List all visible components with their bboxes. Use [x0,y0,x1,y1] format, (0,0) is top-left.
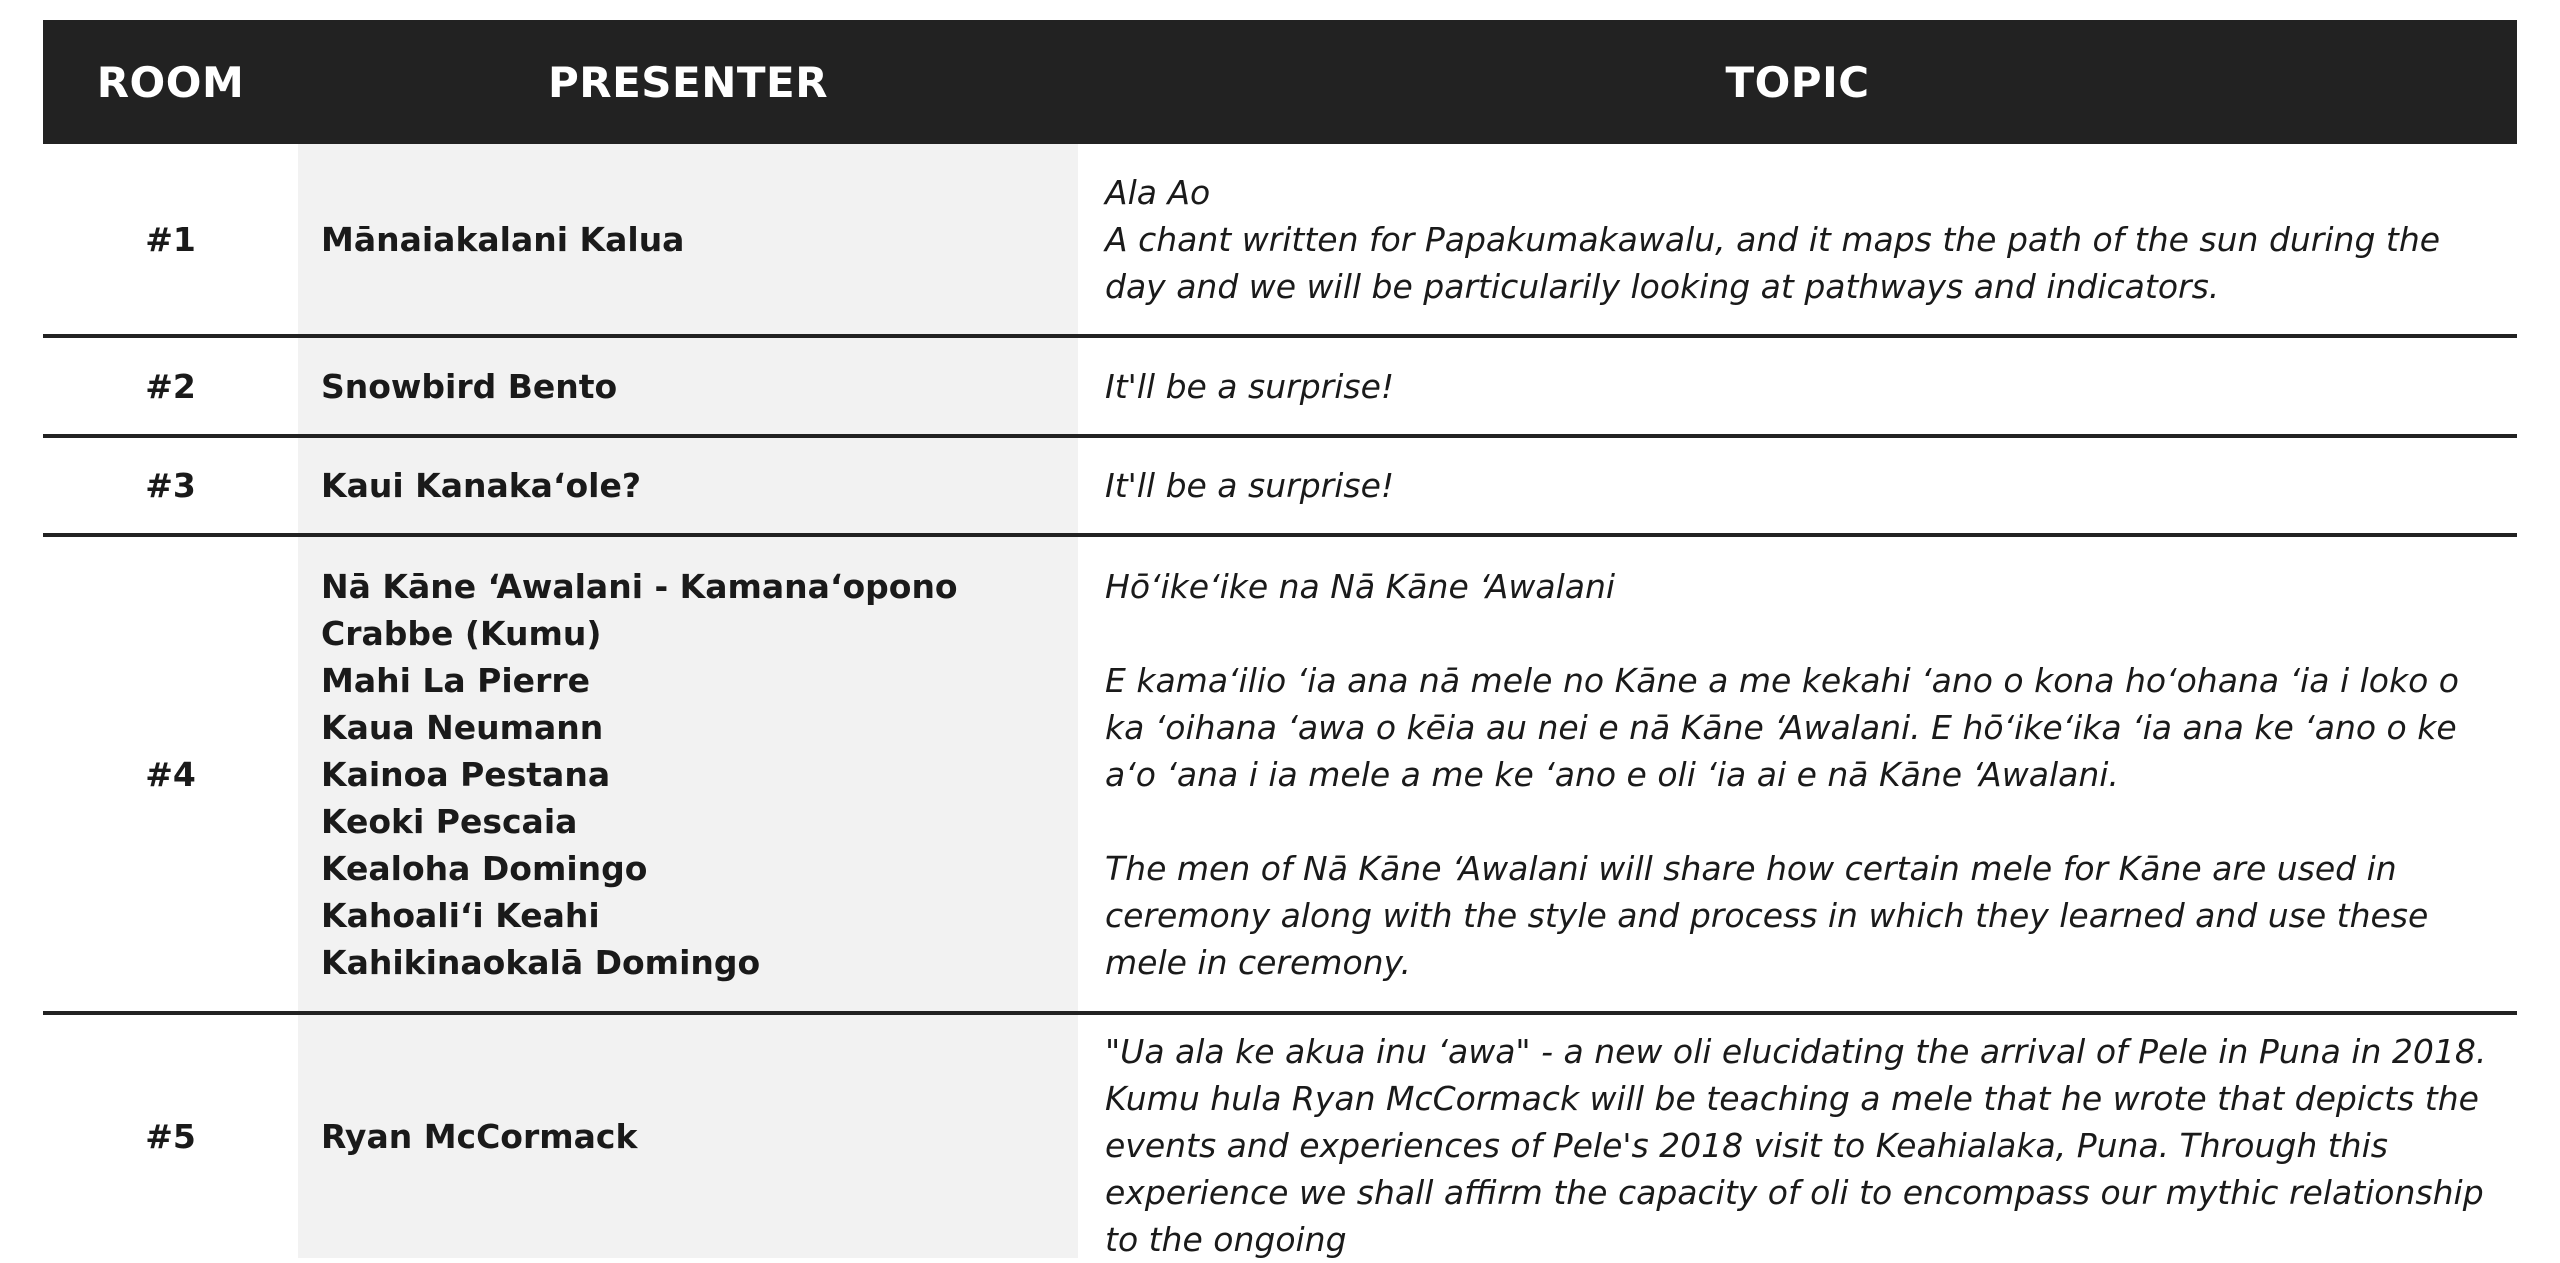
room-number: #3 [43,438,298,533]
presenter-name: Kaui Kanakaʻole? [321,466,641,505]
topic-cell [1078,144,2517,334]
header-topic: TOPIC [1725,57,1870,107]
presenter-cell [298,338,1078,434]
table-row [43,338,2517,438]
header-presenter: PRESENTER [547,57,829,107]
topic-body: It'll be a surprise! [1105,466,1395,505]
topic-body: "Ua ala ke akua inu ʻawa" - a new oli elucidating the arrival of Pele in Puna in 2018. Kumu hula Ryan McCormack will be teaching a mele that he wrote that depicts the events and experiences of Pele's 2018 visit to Keahialaka, Puna. Through this experience we shall affirm the capacity of oli to encompass our mythic relationship to the ongoing [1105,1032,2487,1259]
presenter-cell [298,1015,1078,1258]
topic-cell [1078,338,2517,434]
topic-cell [1078,438,2517,533]
presenter-name: Kainoa Pestana [321,754,611,794]
table-row [43,537,2517,1015]
presenter-name: Nā Kāne ʻAwalani - Kamanaʻopono Crabbe (Kumu) [321,566,958,653]
paragraph-gap [1105,610,2493,657]
presenter-name: Kealoha Domingo [321,848,648,888]
presenter-name: Kaua Neumann [321,707,604,747]
table-header [43,20,2517,144]
topic-body: It'll be a surprise! [1105,366,1395,406]
presenter-name: Kahoaliʻi Keahi [321,895,600,935]
topic-body: A chant written for Papakumakawalu, and it maps the path of the sun during the day and we will be particularily looking at pathways and indicators. [1105,219,2441,306]
room-number: #5 [43,1015,298,1258]
presenter-name: Kahikinaokalā Domingo [321,942,761,982]
room-number: #2 [43,338,298,434]
room-number: #1 [43,144,298,334]
topic-cell [1078,537,2517,1011]
paragraph-gap [1105,798,2493,845]
presenter-name: Snowbird Bento [321,366,618,406]
presenter-name: Mānaiakalani Kalua [321,219,685,259]
topic-cell [1078,1015,2517,1258]
presenter-cell [298,537,1078,1011]
table-row [43,144,2517,338]
presenter-cell [298,438,1078,533]
room-number: #4 [43,537,298,1011]
schedule-table [43,20,2517,1258]
presenter-cell [298,144,1078,334]
table-row [43,438,2517,537]
header-room: ROOM [96,57,245,107]
presenter-name: Mahi La Pierre [321,660,590,700]
topic-paragraph-hawaiian: E kamaʻilio ʻia ana nā mele no Kāne a me kekahi ʻano o kona hoʻohana ʻia i loko o ka ʻoihana ʻawa o kēia au nei e nā Kāne ʻAwalani. E hōʻikeʻika ʻia ana ke ʻano o ke aʻo ʻana i ia mele a me ke ʻano e oli ʻia ai e nā Kāne ʻAwalani. [1105,660,2459,794]
topic-title: Ala Ao [1105,172,1211,212]
topic-title: Hōʻikeʻike na Nā Kāne ʻAwalani [1105,566,1616,606]
presenter-name: Keoki Pescaia [321,801,578,841]
topic-paragraph-english: The men of Nā Kāne ʻAwalani will share how certain mele for Kāne are used in ceremony along with the style and process in which they learned and use these mele in ceremony. [1105,848,2429,982]
presenter-name: Ryan McCormack [321,1117,638,1156]
table-row [43,1015,2517,1258]
